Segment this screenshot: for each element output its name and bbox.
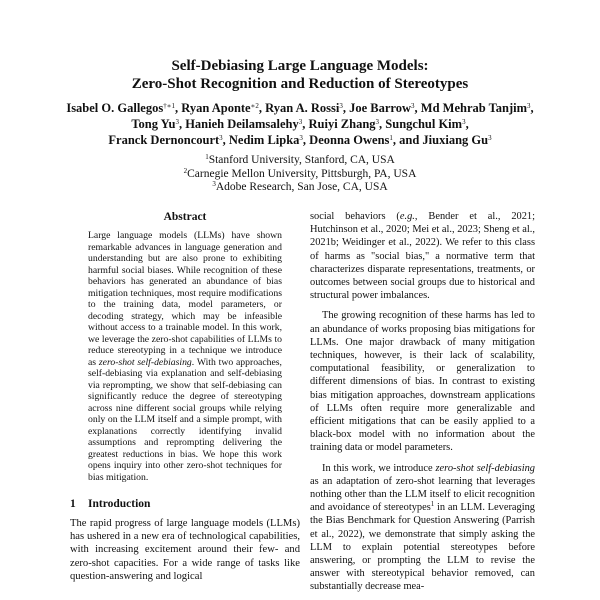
- author: Sungchul Kim$^3$: [385, 117, 466, 131]
- affiliation-list: [40, 154, 560, 195]
- paper-title-line-2: Zero-Shot Recognition and Reduction of Stereotypes: [131, 76, 469, 92]
- author: Deonna Owens$^1$: [309, 133, 393, 147]
- abstract-heading: Abstract: [163, 211, 207, 223]
- author: Md Mehrab Tanjim$^3$: [420, 101, 531, 115]
- intro-paragraph: The rapid progress of large language models (LLMs) has ushered in a new era of technological capabilities, with increasing excitement around their few- and zero-shot capacities. For a wide range of tasks like question-answering and logical: [70, 518, 300, 582]
- right-paragraph-3: In this work, we introduce zero-shot self-debiasing as an adaptation of zero-shot learning that leverages nothing other than the LLM itself to elicit recognition and avoidance of stereotypes$^1$ in an LLM. Leveraging the Bias Benchmark for Question Answering (Parrish et al., 2022), we demonstrate that simply asking the LLM to explain potential stereotypes before answering, or prompting the LLM to revise the answer with stereotypical behavior removed, can substantially decrease mea-: [310, 462, 535, 593]
- section-heading-introduction: 1 Introduction: [70, 498, 151, 510]
- author: Ryan A. Rossi$^3$: [265, 101, 343, 115]
- right-paragraph-2: The growing recognition of these harms has led to an abundance of works proposing bias mitigations for LLMs. One major drawback of many mitigation techniques, however, is their lack of scalability, computational feasibility, or generalization to different dimensions of bias. In contrast to existing bias mitigation approaches, downstream applications of LLMs often require more generalizable and efficient mitigations that can be easily applied to a black-box model with no information about the training data or model parameters.: [310, 310, 535, 454]
- paper-title-line-1: Self-Debiasing Large Language Models:: [171, 58, 429, 74]
- author: Joe Barrow$^3$: [349, 101, 415, 115]
- author: Hanieh Deilamsalehy$^3$: [185, 117, 303, 131]
- author: Franck Dernoncourt$^3$: [108, 133, 223, 147]
- author-list: Isabel O. Gallegos$^{\dagger∗1}$, Ryan Aponte$^{∗2}$, Ryan A. Rossi$^3$, Joe Barrow$^3$, Md Mehrab Tanjim$^3$, Tong Yu$^3$, Hanieh Deilamsalehy$^3$, Ruiyi Zhang$^3$, Sungchul Kim$^3$, Franck Dernoncourt$^3$, Nedim Lipka$^3$, Deonna Owens$^1$, and Jiuxiang Gu$^3$: [66, 101, 534, 147]
- abstract-text: Large language models (LLMs) have shown remarkable advances in language generation and understanding but are also prone to exhibiting harmful social biases. While recognition of these behaviors has generated an abundance of bias mitigation techniques, most require modifications to the training data, model parameters, or decoding strategy, which may be infeasible without access to a trainable model. In this work, we leverage the zero-shot capabilities of LLMs to reduce stereotyping in a technique we introduce as zero-shot self-debiasing. With two approaches, self-debiasing via explanation and self-debiasing via reprompting, we show that self-debiasing can significantly reduce the degree of stereotyping across nine different social groups while relying only on the LLM itself and a simple prompt, with explanations correctly identifying invalid assumptions and reprompting delivering the greatest reductions in bias. We hope this work opens inquiry into other zero-shot techniques for bias mitigation.: [88, 230, 282, 483]
- right-column: [310, 210, 535, 594]
- author: Isabel O. Gallegos$^{\dagger∗1}$: [66, 101, 175, 115]
- affiliation: $^1$Stanford University, Stanford, CA, USA: [205, 153, 395, 166]
- right-paragraph-1: social behaviors (e.g., Bender et al., 2021; Hutchinson et al., 2020; Mei et al., 2023; Sheng et al., 2021b; Weidinger et al., 2022). We refer to this class of harms as "social bias," a normative term that characterizes disparate representations, treatments, or outcomes between social groups due to historical and structural power imbalances.: [310, 211, 535, 302]
- author: Ryan Aponte$^{∗2}$: [181, 101, 259, 115]
- affiliation: $^2$Carnegie Mellon University, Pittsburgh, PA, USA: [183, 166, 417, 180]
- author: Nedim Lipka$^3$: [228, 133, 303, 147]
- author: Jiuxiang Gu$^3$: [422, 133, 492, 147]
- left-column: [70, 210, 300, 583]
- author: Ruiyi Zhang$^3$: [308, 117, 380, 131]
- author: Tong Yu$^3$: [131, 117, 179, 131]
- affiliation: $^3$Adobe Research, San Jose, CA, USA: [212, 180, 388, 193]
